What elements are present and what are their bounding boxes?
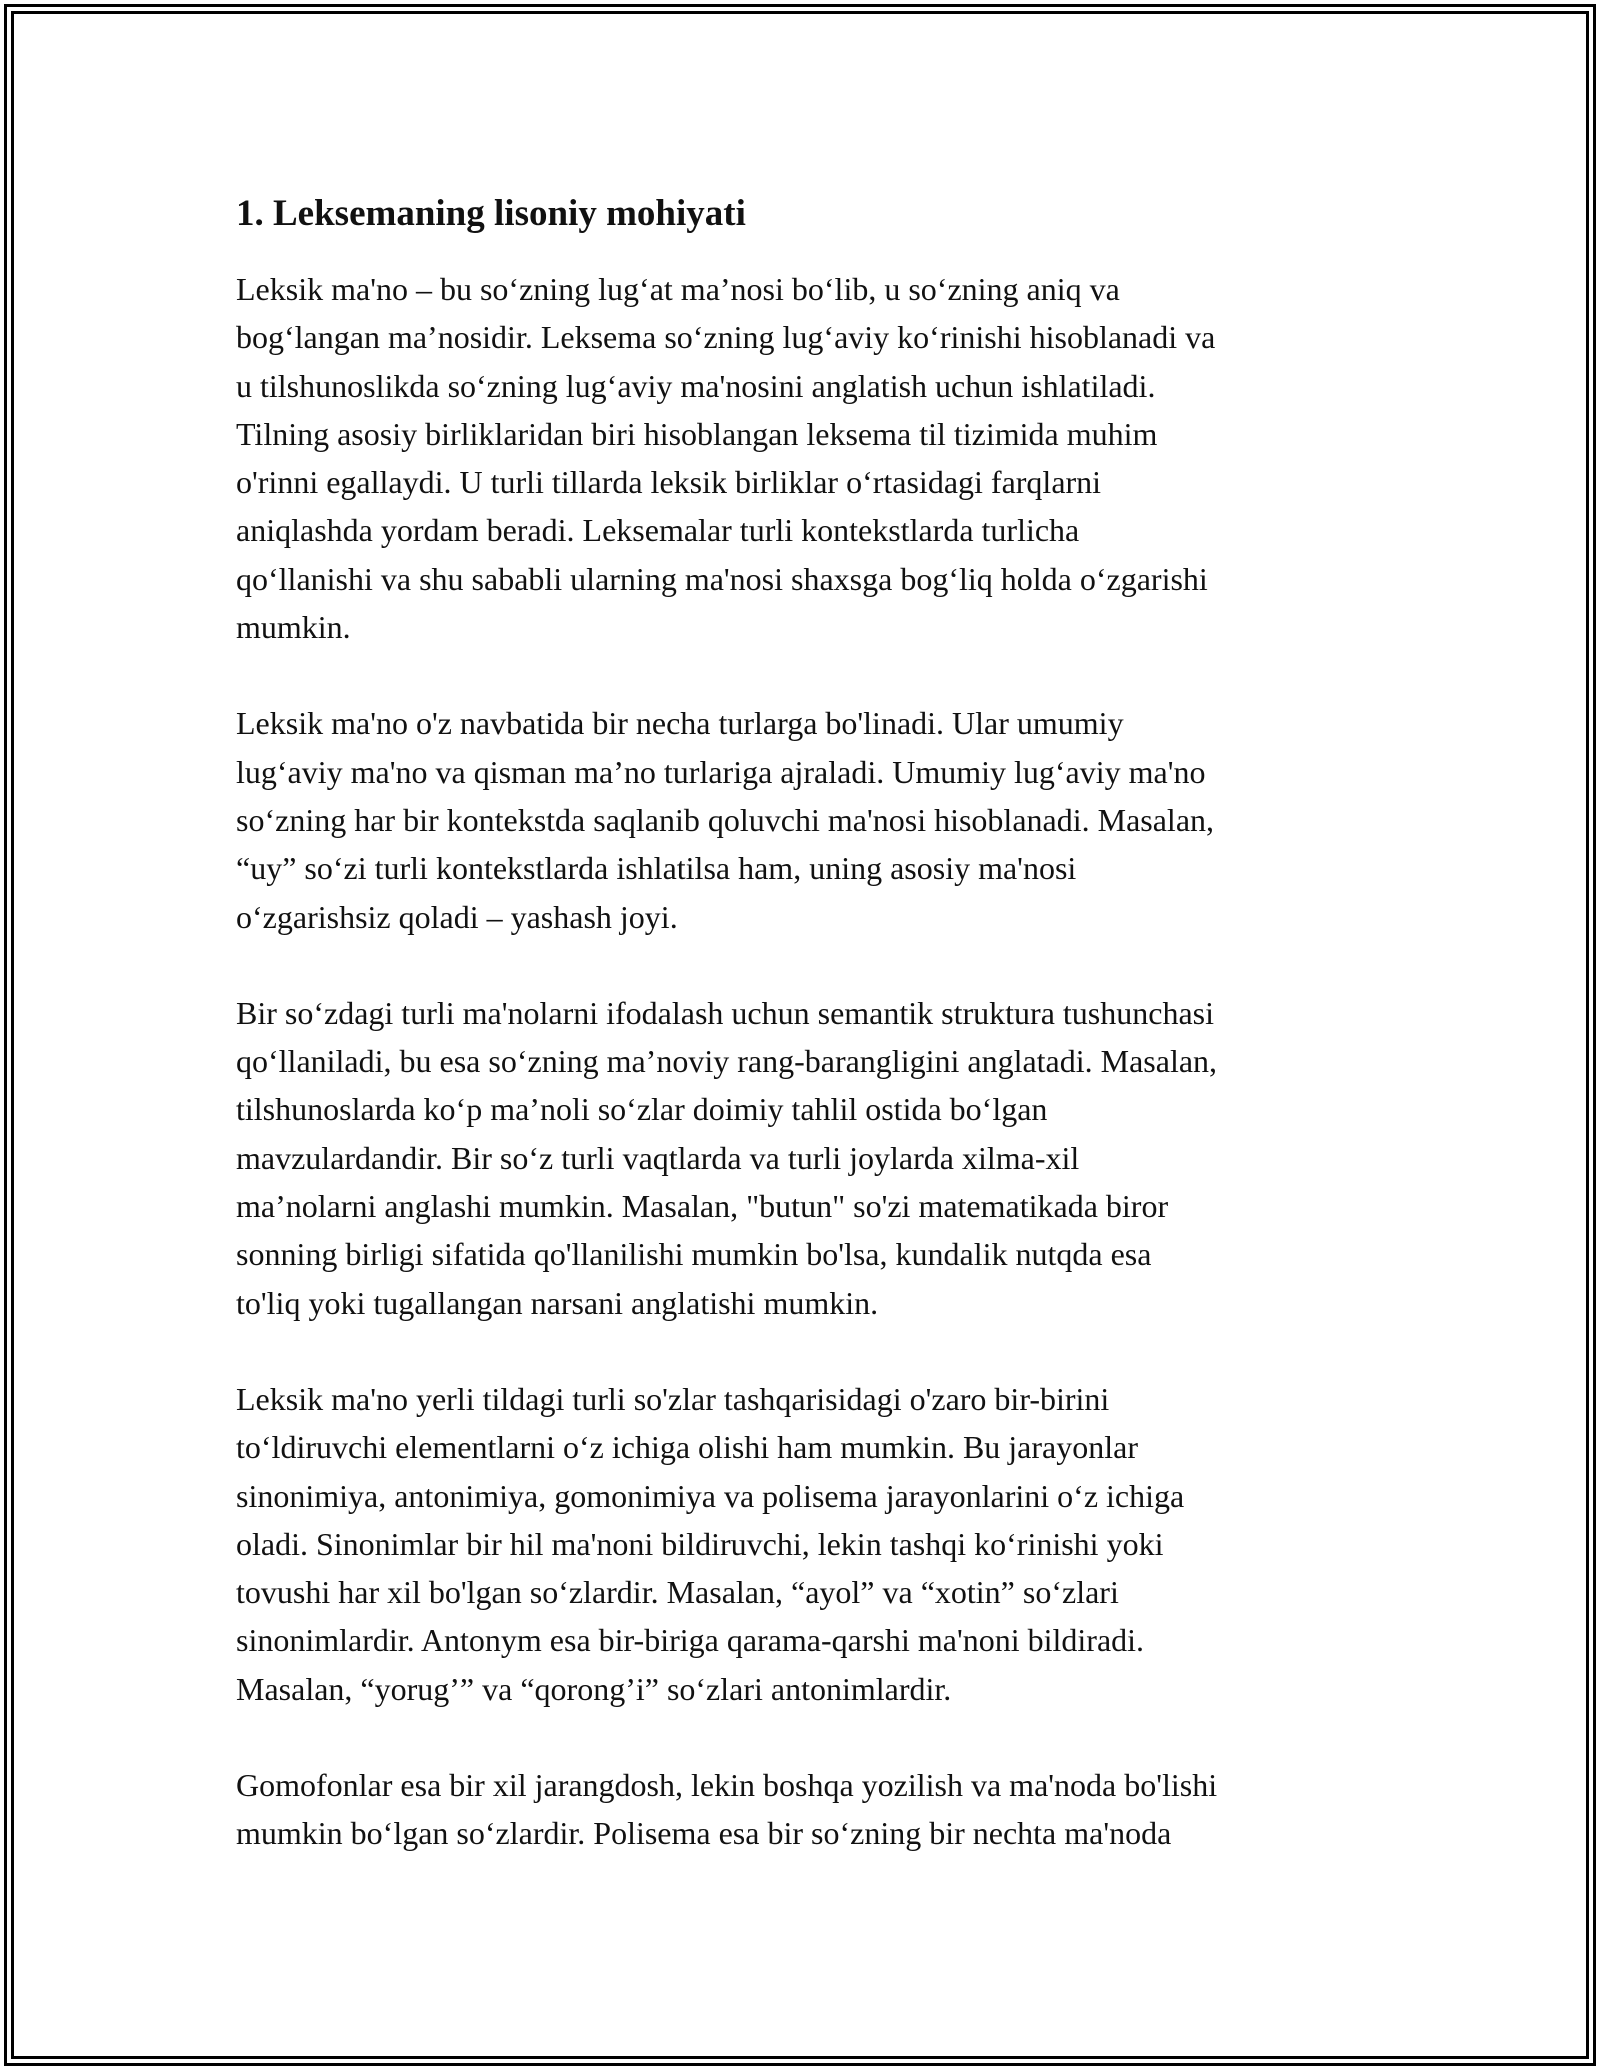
section-heading: 1. Leksemaning lisoniy mohiyati [236, 193, 746, 234]
paragraph-5: Gomofonlar esa bir xil jarangdosh, lekin boshqa yozilish va ma'noda bo'lishi mumkin bo‘lgan so‘zlardir. Polisema esa bir so‘zning bir nechta ma'noda [236, 1767, 1218, 1852]
paragraph-1: Leksik ma'no – bu so‘zning lug‘at ma’nosi bo‘lib, u so‘zning aniq va bog‘langan ma’nosidir. Leksema so‘zning lug‘aviy ko‘rinishi hisoblanadi va u tilshunoslikda so‘zning lug‘aviy ma'nosini anglatish uchun ishlatiladi. Tilning asosiy birliklaridan biri hisoblangan leksema til tizimida muhim o'rinni egallaydi. U turli tillarda leksik birliklar o‘rtasidagi farqlarni aniqlashda yordam beradi. Leksemalar turli kontekstlarda turlicha qo‘llanishi va shu sababli ularning ma'nosi shaxsga bog‘liq holda o‘zgarishi mumkin. [236, 271, 1216, 646]
document-body [236, 184, 1376, 1906]
paragraph-4: Leksik ma'no yerli tildagi turli so'zlar tashqarisidagi o'zaro bir-birini to‘ldiruvchi elementlarni o‘z ichiga olishi ham mumkin. Bu jarayonlar sinonimiya, antonimiya, gomonimiya va polisema jarayonlarini o‘z ichiga oladi. Sinonimlar bir hil ma'noni bildiruvchi, lekin tashqi ko‘rinishi yoki tovushi har xil bo'lgan so‘zlardir. Masalan, “ayol” va “xotin” so‘zlari sinonimlardir. Antonym esa bir-biriga qarama-qarshi ma'noni bildiradi. Masalan, “yorug’” va “qorong’i” so‘zlari antonimlardir. [236, 1380, 1185, 1707]
paragraph-3: Bir so‘zdagi turli ma'nolarni ifodalash uchun semantik struktura tushunchasi qo‘llaniladi, bu esa so‘zning ma’noviy rang-barangligini anglatadi. Masalan, tilshunoslarda ko‘p ma’noli so‘zlar doimiy tahlil ostida bo‘lgan mavzulardandir. Bir so‘z turli vaqtlarda va turli joylarda xilma-xil ma’nolarni anglashi mumkin. Masalan, "butun" so'zi matematikada biror sonning birligi sifatida qo'llanilishi mumkin bo'lsa, kundalik nutqda esa to'liq yoki tugallangan narsani anglatishi mumkin. [236, 994, 1218, 1321]
paragraph-2: Leksik ma'no o'z navbatida bir necha turlarga bo'linadi. Ular umumiy lug‘aviy ma'no va qisman ma’no turlariga ajraladi. Umumiy lug‘aviy ma'no so‘zning har bir kontekstda saqlanib qoluvchi ma'nosi hisoblanadi. Masalan, “uy” so‘zi turli kontekstlarda ishlatilsa ham, uning asosiy ma'nosi o‘zgarishsiz qoladi – yashash joyi. [236, 705, 1215, 935]
